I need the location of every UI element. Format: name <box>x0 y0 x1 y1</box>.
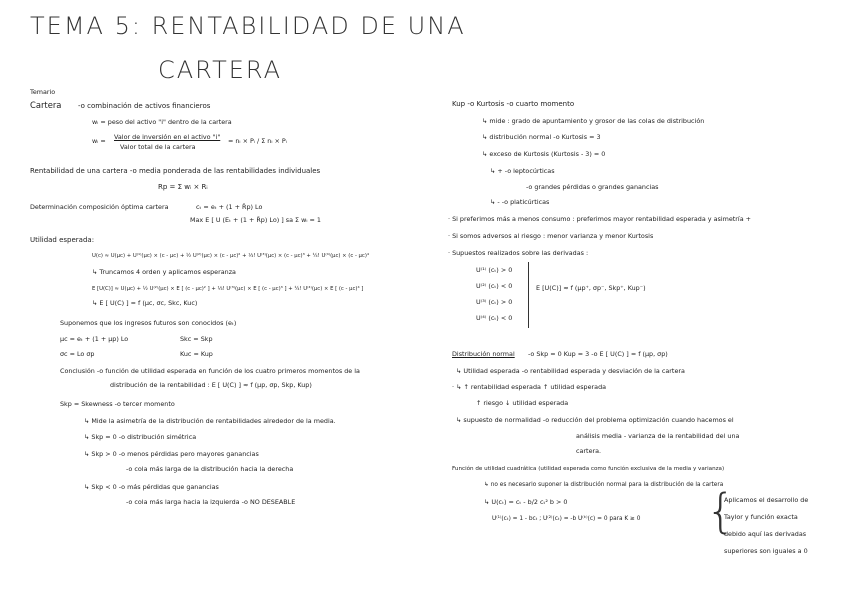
taylor-note-4: superiores son iguales a 0 <box>724 547 808 555</box>
derivative-3: U⁽³⁾ (cₜ) > 0 <box>476 298 513 306</box>
sigma-c: σc = Lo σp <box>60 350 95 358</box>
kurtosis-normal: ↳ distribución normal -o Kurtosis = 3 <box>482 133 601 141</box>
weight-formula-left: wᵢ = <box>92 137 106 145</box>
expected-utility-expansion: E [U(C)] ≈ U(μc) + ½ U⁽²⁾(μc) × E [ (c - μc)² ] + ⅓! U⁽³⁾(μc) × E [ (c - μc)³ ] + ¼! U⁽⁴⁾(μc) × E [ (c - μc)⁴ ] <box>92 286 364 292</box>
kurtosis-heading: Kup -o Kurtosis -o cuarto momento <box>452 100 575 108</box>
weight-definition: wᵢ = peso del activo "i" dentro de la cartera <box>92 118 232 126</box>
curly-brace: { <box>706 484 736 538</box>
leptocurtic-note: -o grandes pérdidas o grandes ganancias <box>526 183 659 191</box>
skewness-zero: ↳ Skp = 0 -o distribución simétrica <box>84 433 197 441</box>
skewness-negative: ↳ Skp < 0 -o más pérdidas que ganancias <box>84 483 219 491</box>
derivatives-brace <box>528 262 529 328</box>
taylor-note-3: debido aquí las derivadas <box>724 530 807 538</box>
taylor-note: ↳ Truncamos 4 orden y aplicamos esperanza <box>92 268 236 276</box>
skewness-negative-tail: -o cola más larga hacia la izquierda -o NO DESEABLE <box>126 498 296 506</box>
assumptions-heading: · Supuestos realizados sobre las derivadas : <box>448 249 589 257</box>
quadratic-heading: Función de utilidad cuadrática (utilidad esperada como función exclusiva de la media y varianza) <box>452 466 725 472</box>
rentabilidad-definition: Rentabilidad de una cartera -o media ponderada de las rentabilidades individuales <box>30 167 321 175</box>
normal-line2: · ↳ ↑ rentabilidad esperada ↑ utilidad esperada <box>452 383 607 391</box>
normal-line1: ↳ Utilidad esperada -o rentabilidad esperada y desviación de la cartera <box>456 367 685 375</box>
weight-formula-right: = nᵢ × Pᵢ / Σ nᵢ × Pᵢ <box>228 137 287 145</box>
sk-c: Skc = Skp <box>180 335 213 343</box>
consumption-formula: cₜ = eₜ + (1 + R̃p) Lo <box>196 203 263 211</box>
page-title: TEMA 5: RENTABILIDAD DE UNA <box>30 12 466 40</box>
conclusion-line1: Conclusión -o función de utilidad esperada en función de los cuatro primeros momentos de la <box>60 367 360 375</box>
preference-line: · Si preferimos más a menos consumo : preferimos mayor rentabilidad esperada y asimetría + <box>448 215 751 223</box>
cartera-definition: -o combinación de activos financieros <box>78 102 211 110</box>
quadratic-line2: ↳ no es necesario suponer la distribución normal para la distribución de la cartera <box>484 482 724 488</box>
temario-label: Temario <box>30 88 56 96</box>
weight-denominator: Valor total de la cartera <box>120 143 196 151</box>
skewness-positive-tail: -o cola más larga de la distribución hacia la derecha <box>126 465 294 473</box>
mu-c: μc = eₜ + (1 + μp) Lo <box>60 335 129 343</box>
normal-distribution-heading: Distribución normal <box>452 350 515 358</box>
kurtosis-mide: ↳ mide : grado de apuntamiento y grosor de las colas de distribución <box>482 117 705 125</box>
cartera-heading: Cartera <box>30 100 62 110</box>
quadratic-derivatives: U⁽¹⁾(cₜ) = 1 - bcₜ ; U⁽²⁾(cₜ) = -b U⁽ᵏ⁾(c) = 0 para K ≥ 0 <box>492 516 641 522</box>
rp-formula: Rp = Σ wᵢ × Rᵢ <box>158 183 208 191</box>
normal-line6: cartera. <box>576 447 602 455</box>
platicurtic: ↳ - -o platicúrticas <box>490 198 550 206</box>
ku-c: Kuc = Kup <box>180 350 213 358</box>
risk-aversion-line: · Si somos adversos al riesgo : menor varianza y menor Kurtosis <box>448 232 654 240</box>
taylor-note-2: Taylor y función exacta <box>724 513 798 521</box>
skewness-heading: Skp = Skewness -o tercer momento <box>60 400 175 408</box>
taylor-note-1: Aplicamos el desarrollo de <box>724 496 809 504</box>
quadratic-utility: ↳ U(cₜ) = cₜ - b/2 cₜ² b > 0 <box>484 498 568 506</box>
normal-line3: ↑ riesgo ↓ utilidad esperada <box>476 399 569 407</box>
skewness-mide: ↳ Mide la asimetría de la distribución de rentabilidades alrededor de la media. <box>84 417 336 425</box>
derivative-2: U⁽²⁾ (cₜ) < 0 <box>476 282 513 290</box>
utilidad-heading: Utilidad esperada: <box>30 236 95 244</box>
skewness-positive: ↳ Skp > 0 -o menos pérdidas pero mayores ganancias <box>84 450 259 458</box>
normal-line5: análisis media - varianza de la rentabilidad del una <box>576 432 740 440</box>
suponemos-line: Suponemos que los ingresos futuros son conocidos (eₜ) <box>60 319 237 327</box>
determinacion-label: Determinación composición óptima cartera <box>30 203 169 211</box>
conclusion-line2: distribución de la rentabilidad : E [ U(C) ] ≈ f (μp, σp, Skp, Kup) <box>110 381 312 389</box>
taylor-expansion: U(c) ≈ U(μc) + U⁽¹⁾(μc) × (c - μc) + ½ U⁽²⁾(μc) × (c - μc)² + ⅓! U⁽³⁾(μc) × (c - μc)³ + ¼! U⁽⁴⁾(μc) × (c - μc)⁴ <box>92 253 370 259</box>
normal-line4: ↳ supuesto de normalidad -o reducción del problema optimización cuando hacemos el <box>456 416 734 424</box>
weight-numerator: Valor de inversión en el activo "i" <box>114 133 221 141</box>
max-formula: Max E [ U (Eₜ + (1 + R̃p) Lo) ] sa Σ wᵢ = 1 <box>190 216 321 224</box>
page-title-line2: CARTERA <box>158 56 283 84</box>
derivatives-result: E [U(C)] ≈ f (μp⁺, σp⁻, Skp⁺, Kup⁻) <box>536 284 646 292</box>
expected-utility-function: ↳ E [ U(C) ] = f (μc, σc, Skc, Kuc) <box>92 299 198 307</box>
kurtosis-excess: ↳ exceso de Kurtosis (Kurtosis - 3) = 0 <box>482 150 606 158</box>
derivative-4: U⁽⁴⁾ (cₜ) < 0 <box>476 314 513 322</box>
leptocurtic: ↳ + -o leptocúrticas <box>490 167 555 175</box>
normal-distribution-formula: -o Skp = 0 Kup = 3 -o E [ U(C) ] = f (μp, σp) <box>528 350 668 358</box>
derivative-1: U⁽¹⁾ (cₜ) > 0 <box>476 266 513 274</box>
